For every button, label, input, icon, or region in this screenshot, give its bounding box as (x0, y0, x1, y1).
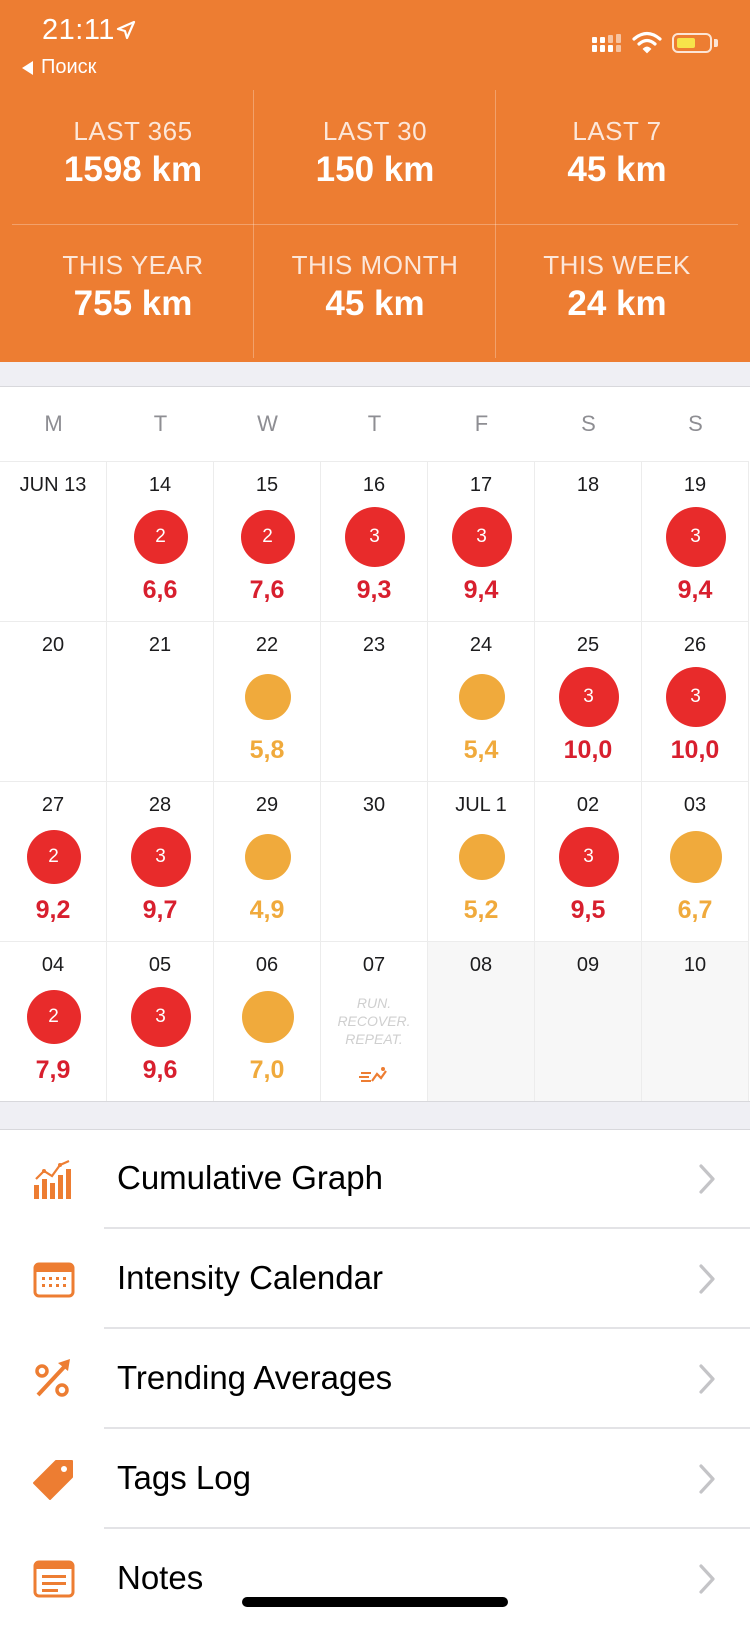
stat-value: 45 km (325, 284, 425, 323)
intensity-dot (670, 831, 722, 883)
day-number: 27 (41, 794, 65, 816)
day-number: 22 (255, 634, 279, 656)
day-number: 30 (362, 794, 386, 816)
activity-calendar (0, 387, 750, 1101)
day-distance: 9,2 (35, 896, 71, 924)
stat-this-year (12, 224, 254, 358)
notes-icon (32, 1557, 76, 1601)
header-summary (0, 0, 750, 362)
weekday-header: T (367, 411, 382, 436)
calendar-day-cell[interactable] (107, 781, 214, 941)
chevron-right-icon (698, 1163, 716, 1195)
calendar-day-cell[interactable] (107, 461, 214, 621)
calendar-week-row (0, 781, 750, 941)
chevron-right-icon (698, 1463, 716, 1495)
intensity-dot (459, 674, 505, 720)
calendar-day-cell[interactable] (642, 941, 749, 1101)
menu-item-label: Intensity Calendar (117, 1259, 383, 1296)
location-arrow-icon (116, 20, 136, 40)
stat-label: LAST 30 (322, 116, 428, 146)
day-distance: 7,6 (249, 576, 285, 604)
calendar-day-cell[interactable] (428, 941, 535, 1101)
day-distance: 7,0 (249, 1056, 285, 1084)
calendar-day-cell[interactable] (428, 781, 535, 941)
intensity-dot: 3 (345, 507, 405, 567)
weekday-header: S (581, 411, 596, 436)
back-arrow-icon (22, 61, 33, 75)
day-number: 21 (148, 634, 172, 656)
calendar-day-cell[interactable] (0, 621, 107, 781)
day-number: 20 (41, 634, 65, 656)
back-label: Поиск (41, 56, 97, 78)
day-distance: 9,6 (142, 1056, 178, 1084)
day-distance: 5,2 (463, 896, 499, 924)
day-number: 28 (148, 794, 172, 816)
menu-item-notes[interactable] (0, 1529, 750, 1629)
intensity-dot: 3 (131, 827, 191, 887)
calendar-day-cell[interactable] (428, 621, 535, 781)
day-distance: 5,8 (249, 736, 285, 764)
battery-icon (672, 33, 712, 53)
day-number: 02 (576, 794, 600, 816)
calendar-day-cell[interactable] (321, 461, 428, 621)
calendar-day-cell[interactable] (214, 941, 321, 1101)
menu-item-label: Trending Averages (117, 1359, 393, 1396)
stat-label: THIS YEAR (62, 250, 204, 280)
runner-icon (359, 1066, 389, 1084)
calendar-day-cell[interactable] (321, 941, 428, 1101)
intensity-dot: 2 (134, 510, 188, 564)
stat-value: 45 km (567, 150, 667, 189)
stat-value: 150 km (315, 150, 435, 189)
day-distance: 9,7 (142, 896, 178, 924)
calendar-week-row (0, 941, 750, 1101)
tag-icon (32, 1457, 76, 1501)
stat-label: LAST 365 (73, 116, 193, 146)
day-number: 26 (683, 634, 707, 656)
day-number: 10 (683, 954, 707, 976)
calendar-day-cell[interactable] (107, 621, 214, 781)
calendar-day-cell[interactable] (642, 461, 749, 621)
calendar-day-cell[interactable] (642, 781, 749, 941)
calendar-day-cell[interactable] (0, 461, 107, 621)
calendar-day-cell[interactable] (535, 621, 642, 781)
menu-item-tags-log[interactable] (0, 1429, 750, 1529)
day-distance: 6,6 (142, 576, 178, 604)
calendar-icon (32, 1257, 76, 1301)
day-distance: 9,5 (570, 896, 606, 924)
calendar-day-cell[interactable] (321, 621, 428, 781)
intensity-dot (242, 991, 294, 1043)
calendar-day-cell[interactable] (0, 941, 107, 1101)
calendar-day-cell[interactable] (214, 621, 321, 781)
day-number: 15 (255, 474, 279, 496)
cellular-signal-icon (592, 34, 622, 52)
day-number: 18 (576, 474, 600, 496)
stat-this-week (496, 224, 738, 358)
day-distance: 4,9 (249, 896, 285, 924)
day-number: 19 (683, 474, 707, 496)
intensity-dot: 3 (131, 987, 191, 1047)
day-number: 25 (576, 634, 600, 656)
day-number: 09 (576, 954, 600, 976)
stat-label: THIS MONTH (291, 250, 459, 280)
weekday-header: M (44, 411, 63, 436)
menu-item-intensity-calendar[interactable] (0, 1229, 750, 1329)
day-number: 14 (148, 474, 172, 496)
day-distance: 9,3 (356, 576, 392, 604)
intensity-dot: 3 (666, 667, 726, 727)
chevron-right-icon (698, 1263, 716, 1295)
menu-item-label: Notes (117, 1559, 204, 1596)
stat-this-month (254, 224, 496, 358)
weekday-header: W (257, 411, 278, 436)
menu-item-cumulative-graph[interactable] (0, 1129, 750, 1229)
calendar-day-cell[interactable] (0, 781, 107, 941)
calendar-day-cell[interactable] (214, 461, 321, 621)
day-number: 03 (683, 794, 707, 816)
weekday-header: F (474, 411, 489, 436)
stat-last-365 (12, 90, 254, 224)
stat-value: 24 km (567, 284, 667, 323)
calendar-day-cell[interactable] (535, 781, 642, 941)
stat-last-30 (254, 90, 496, 224)
menu-item-label: Cumulative Graph (117, 1159, 383, 1196)
menu-item-label: Tags Log (117, 1459, 251, 1496)
summary-stats (12, 90, 738, 358)
section-gap (0, 362, 750, 387)
stat-last-7 (496, 90, 738, 224)
day-number: 16 (362, 474, 386, 496)
status-time: 21:11 (42, 14, 115, 46)
day-distance: 10,0 (670, 736, 720, 764)
intensity-dot: 3 (559, 667, 619, 727)
day-number: 07 (362, 954, 386, 976)
section-gap (0, 1101, 750, 1130)
day-number: 05 (148, 954, 172, 976)
day-number: JUN 13 (19, 474, 87, 496)
intensity-dot (459, 834, 505, 880)
day-distance: 7,9 (35, 1056, 71, 1084)
day-number: 29 (255, 794, 279, 816)
day-number: 17 (469, 474, 493, 496)
intensity-dot (245, 674, 291, 720)
bar-chart-icon (32, 1157, 76, 1201)
weekday-header: S (688, 411, 703, 436)
stat-value: 755 km (73, 284, 193, 323)
day-distance: 10,0 (563, 736, 613, 764)
stat-value: 1598 km (63, 150, 203, 189)
calendar-day-cell[interactable] (642, 621, 749, 781)
day-number: 24 (469, 634, 493, 656)
day-distance: 6,7 (677, 896, 713, 924)
day-distance: 9,4 (677, 576, 713, 604)
stat-label: LAST 7 (572, 116, 662, 146)
percent-trend-icon (32, 1357, 76, 1401)
calendar-day-cell[interactable] (428, 461, 535, 621)
calendar-day-cell[interactable] (535, 941, 642, 1101)
calendar-day-cell[interactable] (214, 781, 321, 941)
intensity-dot: 2 (27, 830, 81, 884)
back-to-search-link[interactable] (22, 56, 96, 79)
day-distance: 5,4 (463, 736, 499, 764)
day-distance: 9,4 (463, 576, 499, 604)
intensity-dot: 2 (27, 990, 81, 1044)
motto-text: RUN. RECOVER. REPEAT. (337, 995, 411, 1047)
intensity-dot: 3 (666, 507, 726, 567)
weekday-header: T (153, 411, 168, 436)
calendar-week-row (0, 461, 750, 621)
intensity-dot (245, 834, 291, 880)
chevron-right-icon (698, 1563, 716, 1595)
calendar-day-cell[interactable] (535, 461, 642, 621)
intensity-dot: 3 (559, 827, 619, 887)
home-indicator (242, 1597, 508, 1607)
intensity-dot: 2 (241, 510, 295, 564)
calendar-week-row (0, 621, 750, 781)
calendar-day-cell[interactable] (321, 781, 428, 941)
stat-label: THIS WEEK (543, 250, 691, 280)
intensity-dot: 3 (452, 507, 512, 567)
day-number: 23 (362, 634, 386, 656)
day-number: 06 (255, 954, 279, 976)
chevron-right-icon (698, 1363, 716, 1395)
day-number: JUL 1 (455, 794, 507, 816)
day-number: 04 (41, 954, 65, 976)
wifi-icon (632, 30, 662, 54)
menu-item-trending-averages[interactable] (0, 1329, 750, 1429)
day-number: 08 (469, 954, 493, 976)
calendar-day-cell[interactable] (107, 941, 214, 1101)
